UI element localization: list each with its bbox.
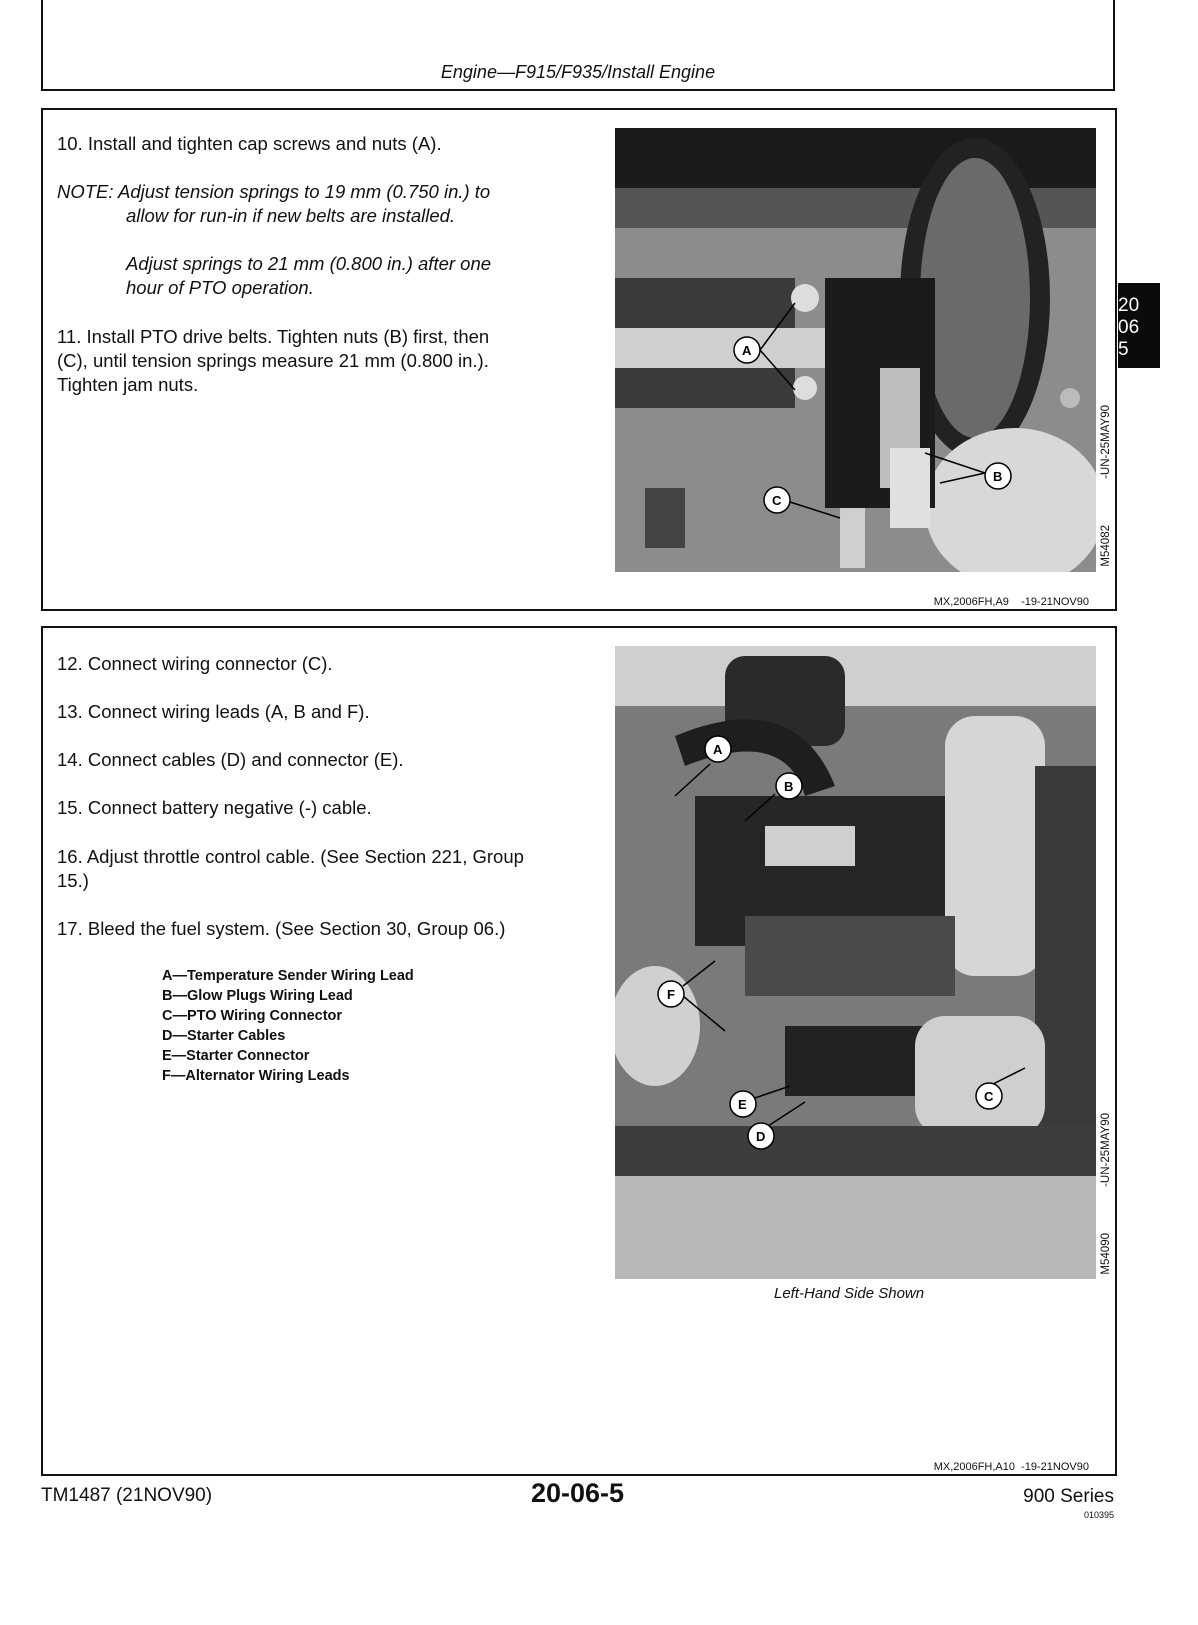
section-tab <box>1118 283 1160 368</box>
photo-date: -UN-25MAY90 <box>1100 405 1112 479</box>
callout-a-label: A <box>713 742 723 757</box>
step-11-cont: Tighten jam nuts. <box>57 374 199 395</box>
callout-a-label: A <box>742 343 752 358</box>
note-line: hour of PTO operation. <box>126 277 314 298</box>
legend-item: D—Starter Cables <box>162 1028 286 1044</box>
legend-item: B—Glow Plugs Wiring Lead <box>162 988 353 1004</box>
footer-code: 010395 <box>1083 1510 1114 1520</box>
callout-b-label: B <box>784 779 794 794</box>
callout-f-label: F <box>667 987 675 1002</box>
step-14: 14. Connect cables (D) and connector (E). <box>57 749 404 770</box>
legend-item: F—Alternator Wiring Leads <box>162 1068 350 1084</box>
reference-code: MX,2006FH,A10 -19-21NOV90 <box>933 1461 1089 1473</box>
step-16-cont: 15.) <box>57 870 89 891</box>
note-line: NOTE: Adjust tension springs to 19 mm (0.750 in.) to <box>57 181 491 202</box>
section-tab-line: 5 <box>1118 339 1129 360</box>
step-17: 17. Bleed the fuel system. (See Section 30, Group 06.) <box>57 918 506 939</box>
legend-item: A—Temperature Sender Wiring Lead <box>162 968 414 984</box>
legend-item: C—PTO Wiring Connector <box>162 1008 343 1024</box>
step-10: 10. Install and tighten cap screws and nuts (A). <box>57 133 442 154</box>
note-line: allow for run-in if new belts are installed. <box>126 205 456 226</box>
section-tab-line: 20 <box>1118 295 1140 316</box>
step-11-cont: (C), until tension springs measure 21 mm (0.800 in.). <box>57 350 489 371</box>
step-11: 11. Install PTO drive belts. Tighten nuts (B) first, then <box>57 326 490 347</box>
procedure-block-1 <box>41 108 1117 611</box>
photo-id: M54090 <box>1100 1233 1112 1275</box>
header-frame <box>41 0 1115 91</box>
callout-c-label: C <box>984 1089 994 1104</box>
page-header-title: Engine—F915/F935/Install Engine <box>440 62 716 82</box>
callout-c-label: C <box>772 493 782 508</box>
callout-d-label: D <box>756 1129 766 1144</box>
photo-date: -UN-25MAY90 <box>1100 1113 1112 1187</box>
photo-id: M54082 <box>1100 525 1112 567</box>
note-line: Adjust springs to 21 mm (0.800 in.) after one <box>126 253 492 274</box>
series-label: 900 Series <box>1023 1486 1114 1507</box>
reference-code: MX,2006FH,A9 -19-21NOV90 <box>933 596 1089 608</box>
step-15: 15. Connect battery negative (-) cable. <box>57 797 372 818</box>
step-13: 13. Connect wiring leads (A, B and F). <box>57 701 370 722</box>
engine-photo <box>615 646 1096 1279</box>
step-16: 16. Adjust throttle control cable. (See Section 221, Group <box>57 846 524 867</box>
legend-item: E—Starter Connector <box>162 1048 310 1064</box>
callout-e-label: E <box>738 1097 747 1112</box>
section-tab-line: 06 <box>1118 317 1140 338</box>
callout-legend <box>162 966 414 1086</box>
page-number: 20-06-5 <box>531 1478 625 1508</box>
photo-caption: Left-Hand Side Shown <box>774 1285 925 1302</box>
step-12: 12. Connect wiring connector (C). <box>57 653 333 674</box>
callout-b-label: B <box>993 469 1003 484</box>
manual-number: TM1487 (21NOV90) <box>41 1485 213 1506</box>
pto-belt-photo <box>615 128 1096 572</box>
